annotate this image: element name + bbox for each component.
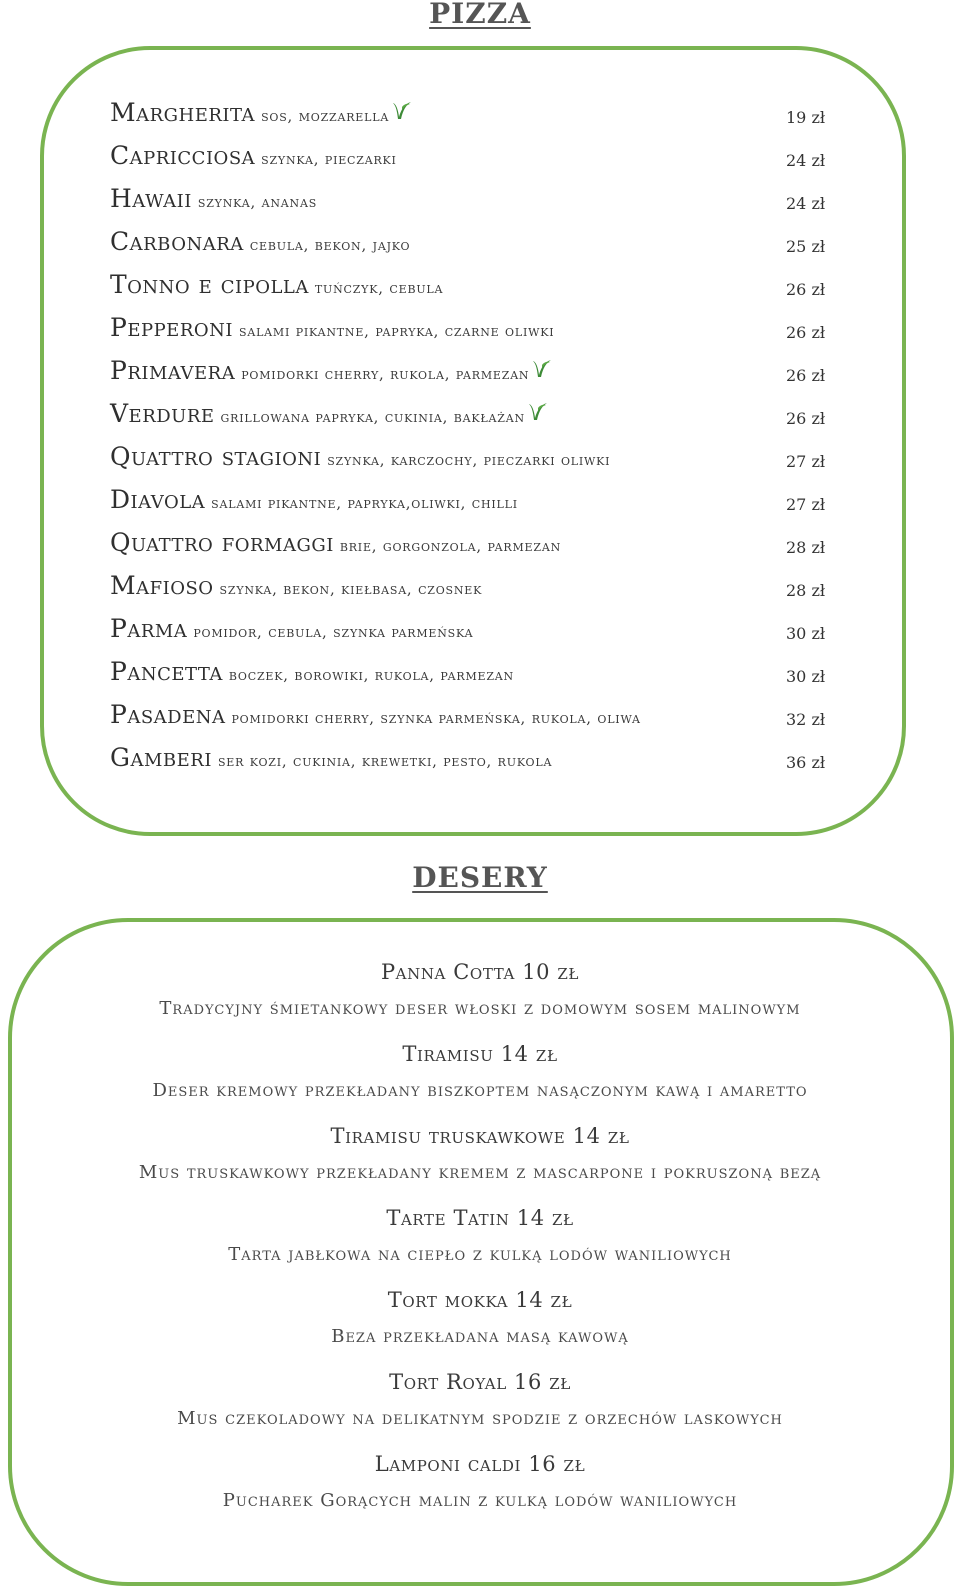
dessert-item <box>20 1204 940 1286</box>
pizza-row <box>110 399 850 442</box>
vegetarian-leaf-icon <box>530 357 554 381</box>
pizza-price: 25 zł <box>786 237 826 256</box>
dessert-name-price: Panna Cotta 10 zł <box>380 960 580 984</box>
dessert-description: Deser kremowy przekładany biszkoptem nasączonym kawą i amaretto <box>152 1080 808 1101</box>
pizza-name: Margherita <box>110 98 256 127</box>
pizza-ingredients: grillowana papryka, cukinia, bakłażan <box>220 408 525 426</box>
dessert-item <box>20 1286 940 1368</box>
pizza-name: Tonno e cipolla <box>110 270 309 299</box>
pizza-ingredients: pomidorki cherry, rukola, parmezan <box>241 365 530 383</box>
pizza-price: 28 zł <box>786 538 826 557</box>
pizza-ingredients: salami pikantne, papryka,oliwki, chilli <box>211 494 518 512</box>
pizza-price: 24 zł <box>786 151 826 170</box>
pizza-ingredients: szynka, karczochy, pieczarki oliwki <box>327 451 611 469</box>
pizza-row <box>110 528 850 571</box>
pizza-name: Quattro stagioni <box>110 442 322 471</box>
pizza-row <box>110 614 850 657</box>
pizza-price: 24 zł <box>786 194 826 213</box>
pizza-price: 26 zł <box>786 409 826 428</box>
dessert-name-price: Lamponi caldi 16 zł <box>374 1452 586 1476</box>
pizza-row <box>110 485 850 528</box>
dessert-item <box>20 1040 940 1122</box>
pizza-ingredients: ser kozi, cukinia, krewetki, pesto, rukola <box>217 752 553 770</box>
pizza-row <box>110 270 850 313</box>
dessert-item <box>20 1368 940 1450</box>
vegetarian-leaf-icon <box>390 99 414 123</box>
pizza-row <box>110 227 850 270</box>
pizza-name: Verdure <box>110 399 215 428</box>
pizza-ingredients: sos, mozzarella <box>261 107 390 125</box>
pizza-ingredients: szynka, ananas <box>197 193 318 211</box>
dessert-description: Beza przekładana masą kawową <box>331 1326 629 1347</box>
dessert-description: Pucharek Gorących malin z kulką lodów waniliowych <box>222 1490 738 1511</box>
pizza-row <box>110 313 850 356</box>
pizza-name: Capricciosa <box>110 141 256 170</box>
pizza-list <box>110 98 850 786</box>
pizza-price: 26 zł <box>786 366 826 385</box>
dessert-item <box>20 958 940 1040</box>
pizza-ingredients: pomidorki cherry, szynka parmeńska, rukola, oliwa <box>231 709 641 727</box>
pizza-name: Mafioso <box>110 571 214 600</box>
vegetarian-leaf-icon <box>526 400 550 424</box>
dessert-item <box>20 1450 940 1532</box>
pizza-price: 28 zł <box>786 581 826 600</box>
dessert-description: Tarta jabłkowa na ciepło z kulką lodów waniliowych <box>228 1244 732 1265</box>
pizza-row <box>110 98 850 141</box>
pizza-ingredients: cebula, bekon, jajko <box>249 236 411 254</box>
pizza-name: Primavera <box>110 356 236 385</box>
pizza-price: 36 zł <box>786 753 826 772</box>
pizza-name: Pasadena <box>110 700 226 729</box>
pizza-row <box>110 442 850 485</box>
pizza-price: 26 zł <box>786 280 826 299</box>
dessert-description: Mus czekoladowy na delikatnym spodzie z orzechów laskowych <box>177 1408 783 1429</box>
pizza-name: Parma <box>110 614 188 643</box>
pizza-ingredients: szynka, bekon, kiełbasa, czosnek <box>219 580 483 598</box>
pizza-price: 32 zł <box>786 710 826 729</box>
dessert-name-price: Tort Royal 16 zł <box>389 1370 571 1394</box>
pizza-row <box>110 356 850 399</box>
pizza-name: Hawaii <box>110 184 192 213</box>
desery-list <box>20 958 940 1532</box>
pizza-section-title: PIZZA <box>429 0 531 30</box>
dessert-description: Mus truskawkowy przekładany kremem z mascarpone i pokruszoną bezą <box>138 1162 822 1183</box>
pizza-price: 30 zł <box>786 624 826 643</box>
pizza-name: Pancetta <box>110 657 223 686</box>
dessert-name-price: Tort mokka 14 zł <box>387 1288 573 1312</box>
pizza-row <box>110 657 850 700</box>
pizza-price: 27 zł <box>786 452 826 471</box>
pizza-ingredients: salami pikantne, papryka, czarne oliwki <box>239 322 555 340</box>
pizza-row <box>110 571 850 614</box>
pizza-price: 19 zł <box>786 108 826 127</box>
pizza-name: Pepperoni <box>110 313 233 342</box>
pizza-ingredients: boczek, borowiki, rukola, parmezan <box>228 666 514 684</box>
pizza-row <box>110 141 850 184</box>
dessert-name-price: Tiramisu truskawkowe 14 zł <box>330 1124 630 1148</box>
pizza-name: Gamberi <box>110 743 212 772</box>
desery-section-title: DESERY <box>412 861 548 894</box>
pizza-name: Diavola <box>110 485 206 514</box>
pizza-row <box>110 184 850 227</box>
pizza-row <box>110 743 850 786</box>
dessert-name-price: Tiramisu 14 zł <box>402 1042 558 1066</box>
dessert-item <box>20 1122 940 1204</box>
pizza-price: 26 zł <box>786 323 826 342</box>
dessert-name-price: Tarte Tatin 14 zł <box>386 1206 574 1230</box>
pizza-ingredients: pomidor, cebula, szynka parmeńska <box>193 623 474 641</box>
pizza-ingredients: brie, gorgonzola, parmezan <box>339 537 561 555</box>
pizza-ingredients: tuńczyk, cebula <box>314 279 444 297</box>
pizza-ingredients: szynka, pieczarki <box>261 150 397 168</box>
pizza-name: Carbonara <box>110 227 244 256</box>
pizza-price: 27 zł <box>786 495 826 514</box>
pizza-row <box>110 700 850 743</box>
pizza-name: Quattro formaggi <box>110 528 334 557</box>
pizza-price: 30 zł <box>786 667 826 686</box>
dessert-description: Tradycyjny śmietankowy deser włoski z domowym sosem malinowym <box>159 998 801 1019</box>
